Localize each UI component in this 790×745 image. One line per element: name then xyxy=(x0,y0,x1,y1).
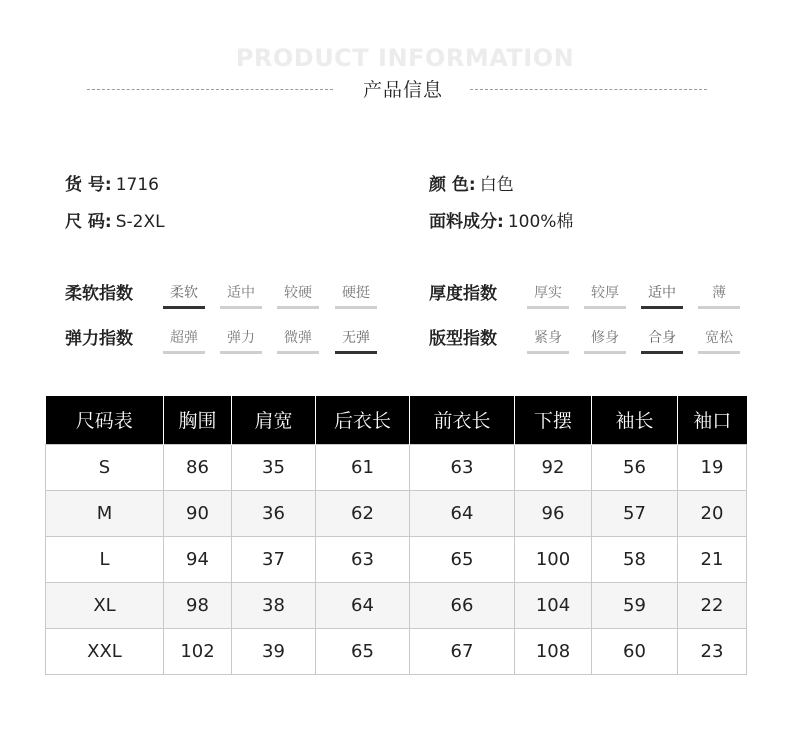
table-cell: 58 xyxy=(592,536,678,582)
elasticity-option-1: 超弹 xyxy=(163,327,205,354)
table-row xyxy=(46,582,747,628)
table-cell: 39 xyxy=(232,628,316,674)
info-size-label: 尺 码: xyxy=(65,212,112,232)
table-cell: M xyxy=(46,490,164,536)
table-cell: XXL xyxy=(46,628,164,674)
header-chest: 胸围 xyxy=(164,396,232,444)
size-table-header-row xyxy=(46,396,747,444)
fit-option-3: 合身 xyxy=(641,327,683,354)
table-cell: 38 xyxy=(232,582,316,628)
info-size xyxy=(65,207,165,232)
elasticity-label: 弹力指数 xyxy=(65,329,133,349)
fit-option-2: 修身 xyxy=(584,327,626,354)
table-row xyxy=(46,490,747,536)
thickness-option-1: 厚实 xyxy=(527,282,569,309)
table-cell: 64 xyxy=(410,490,515,536)
table-cell: 21 xyxy=(678,536,747,582)
table-cell: 37 xyxy=(232,536,316,582)
table-cell: S xyxy=(46,444,164,490)
table-cell: 98 xyxy=(164,582,232,628)
info-color-label: 颜 色: xyxy=(429,175,476,195)
thickness-option-3: 适中 xyxy=(641,282,683,309)
softness-label: 柔软指数 xyxy=(65,284,133,304)
table-cell: 65 xyxy=(316,628,410,674)
info-color xyxy=(429,170,514,195)
table-cell: L xyxy=(46,536,164,582)
fit-option-1: 紧身 xyxy=(527,327,569,354)
header-divider-left xyxy=(87,89,333,90)
size-table xyxy=(45,396,747,675)
header-divider-right xyxy=(470,89,707,90)
info-fabric-label: 面料成分: xyxy=(429,212,504,232)
table-cell: 86 xyxy=(164,444,232,490)
table-cell: 61 xyxy=(316,444,410,490)
header-size-chart: 尺码表 xyxy=(46,396,164,444)
header-shoulder: 肩宽 xyxy=(232,396,316,444)
header-back-length: 后衣长 xyxy=(316,396,410,444)
elasticity-option-4: 无弹 xyxy=(335,327,377,354)
table-cell: 108 xyxy=(515,628,592,674)
elasticity-option-3: 微弹 xyxy=(277,327,319,354)
softness-option-4: 硬挺 xyxy=(335,282,377,309)
softness-option-2: 适中 xyxy=(220,282,262,309)
table-cell: 20 xyxy=(678,490,747,536)
info-item-no-label: 货 号: xyxy=(65,175,112,195)
header-front-length: 前衣长 xyxy=(410,396,515,444)
table-cell: 102 xyxy=(164,628,232,674)
table-cell: 94 xyxy=(164,536,232,582)
table-cell: XL xyxy=(46,582,164,628)
table-cell: 35 xyxy=(232,444,316,490)
table-cell: 100 xyxy=(515,536,592,582)
table-cell: 96 xyxy=(515,490,592,536)
table-cell: 63 xyxy=(316,536,410,582)
header-sleeve-length: 袖长 xyxy=(592,396,678,444)
table-cell: 63 xyxy=(410,444,515,490)
table-cell: 36 xyxy=(232,490,316,536)
table-cell: 19 xyxy=(678,444,747,490)
header-hem: 下摆 xyxy=(515,396,592,444)
info-color-value: 白色 xyxy=(479,175,514,195)
info-item-no xyxy=(65,170,159,195)
table-cell: 57 xyxy=(592,490,678,536)
table-cell: 66 xyxy=(410,582,515,628)
header-cuff: 袖口 xyxy=(678,396,747,444)
info-size-value: S-2XL xyxy=(115,212,165,232)
thickness-option-2: 较厚 xyxy=(584,282,626,309)
info-fabric xyxy=(429,207,573,232)
table-cell: 60 xyxy=(592,628,678,674)
table-cell: 59 xyxy=(592,582,678,628)
thickness-option-4: 薄 xyxy=(698,282,740,309)
table-row xyxy=(46,628,747,674)
table-cell: 90 xyxy=(164,490,232,536)
elasticity-option-2: 弹力 xyxy=(220,327,262,354)
fit-label: 版型指数 xyxy=(429,329,497,349)
softness-option-3: 较硬 xyxy=(277,282,319,309)
header-row xyxy=(0,74,790,104)
header-title-en: PRODUCT INFORMATION xyxy=(235,44,575,72)
thickness-label: 厚度指数 xyxy=(429,284,497,304)
table-cell: 23 xyxy=(678,628,747,674)
info-item-no-value: 1716 xyxy=(115,175,159,195)
table-row xyxy=(46,444,747,490)
softness-option-1: 柔软 xyxy=(163,282,205,309)
table-cell: 56 xyxy=(592,444,678,490)
header-title-cn: 产品信息 xyxy=(362,79,443,101)
table-cell: 64 xyxy=(316,582,410,628)
fit-option-4: 宽松 xyxy=(698,327,740,354)
table-cell: 22 xyxy=(678,582,747,628)
table-cell: 92 xyxy=(515,444,592,490)
table-cell: 104 xyxy=(515,582,592,628)
table-row xyxy=(46,536,747,582)
table-cell: 65 xyxy=(410,536,515,582)
info-fabric-value: 100%棉 xyxy=(507,212,574,232)
table-cell: 62 xyxy=(316,490,410,536)
table-cell: 67 xyxy=(410,628,515,674)
